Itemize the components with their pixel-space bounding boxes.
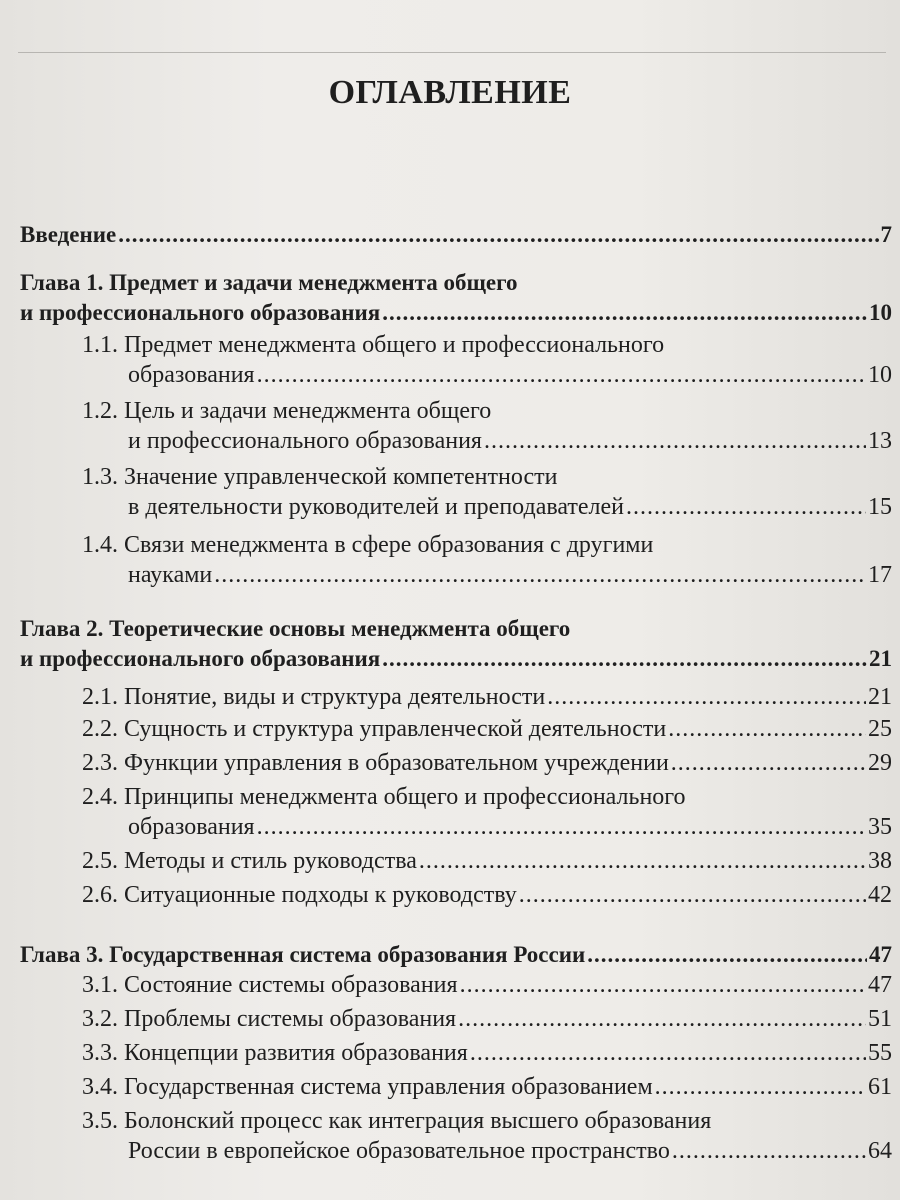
toc-entry-line-last — [20, 298, 892, 328]
toc-entry-title: России в европейское образовательное пространство — [128, 1138, 670, 1164]
toc-entry-s3-2 — [82, 1004, 892, 1034]
toc-entry-title: в деятельности руководителей и преподавателей — [128, 494, 625, 520]
toc-entry-line — [20, 268, 892, 298]
toc-entry-line-last — [82, 1004, 892, 1034]
toc-page-number: 7 — [880, 222, 892, 247]
toc-entry-line-last — [20, 220, 892, 250]
toc-page-number: 21 — [868, 684, 892, 710]
toc-entry-line — [82, 782, 892, 812]
toc-entry-line-last — [82, 812, 892, 842]
toc-entry-line-last — [82, 1136, 892, 1166]
toc-page-number: 47 — [868, 972, 892, 998]
toc-entry-line — [82, 530, 892, 560]
toc-entry-line-last — [82, 748, 892, 778]
toc-entry-title: образования — [128, 814, 255, 840]
toc-page-number: 47 — [869, 942, 892, 967]
toc-entry-ch1 — [20, 268, 892, 328]
dot-leader — [458, 1004, 866, 1034]
toc-page-number: 64 — [868, 1138, 892, 1164]
toc-entry-line-last — [82, 1038, 892, 1068]
toc-entry-line — [20, 614, 892, 644]
toc-entry-line-last — [82, 880, 892, 910]
toc-entry-s3-1 — [82, 970, 892, 1000]
toc-entry-s2-1 — [82, 682, 892, 712]
toc-entry-ch2 — [20, 614, 892, 674]
dot-leader — [626, 492, 866, 522]
toc-entry-line-last — [82, 426, 892, 456]
dot-leader — [419, 846, 866, 876]
dot-leader — [484, 426, 866, 456]
toc-entry-s1-4 — [82, 530, 892, 590]
toc-entry-title: 2.1. Понятие, виды и структура деятельности — [82, 684, 546, 710]
toc-entry-line-last — [82, 360, 892, 390]
toc-entry-line-last — [82, 846, 892, 876]
toc-entry-title: 2.4. Принципы менеджмента общего и профессионального — [82, 784, 686, 810]
dot-leader — [460, 970, 866, 1000]
dot-leader — [382, 298, 867, 328]
toc-page-number: 61 — [868, 1074, 892, 1100]
dot-leader — [547, 682, 866, 712]
dot-leader — [655, 1072, 866, 1102]
toc-page-number: 13 — [868, 428, 892, 454]
toc-entry-s2-4 — [82, 782, 892, 842]
dot-leader — [214, 560, 866, 590]
toc-page-number: 35 — [868, 814, 892, 840]
toc-entry-title: и профессионального образования — [128, 428, 482, 454]
toc-page-number: 10 — [868, 362, 892, 388]
toc-entry-ch3 — [20, 940, 892, 970]
toc-entry-title: образования — [128, 362, 255, 388]
toc-page-number: 25 — [868, 716, 892, 742]
toc-entry-s2-3 — [82, 748, 892, 778]
toc-entry-title: и профессионального образования — [20, 300, 381, 325]
toc-page-number: 17 — [868, 562, 892, 588]
toc-entry-title: 3.3. Концепции развития образования — [82, 1040, 468, 1066]
toc-entry-title: 2.5. Методы и стиль руководства — [82, 848, 417, 874]
toc-entry-title: 1.1. Предмет менеджмента общего и профессионального — [82, 332, 665, 358]
toc-entry-title: 2.2. Сущность и структура управленческой деятельности — [82, 716, 667, 742]
toc-entry-s2-2 — [82, 714, 892, 744]
dot-leader — [257, 812, 866, 842]
toc-page-number: 38 — [868, 848, 892, 874]
toc-entry-title: Глава 2. Теоретические основы менеджмента общего — [20, 616, 571, 641]
toc-entry-s2-5 — [82, 846, 892, 876]
toc-entry-s3-3 — [82, 1038, 892, 1068]
toc-entry-line — [82, 1106, 892, 1136]
toc-page-number: 15 — [868, 494, 892, 520]
dot-leader — [519, 880, 866, 910]
toc-entry-line-last — [82, 1072, 892, 1102]
toc-page-number: 21 — [869, 646, 892, 671]
toc-page-number: 29 — [868, 750, 892, 776]
dot-leader — [118, 220, 878, 250]
toc-entry-line-last — [82, 682, 892, 712]
toc-entry-line-last — [82, 492, 892, 522]
toc-entry-s3-4 — [82, 1072, 892, 1102]
header-rule — [18, 52, 886, 53]
toc-entry-title: 1.4. Связи менеджмента в сфере образования с другими — [82, 532, 654, 558]
toc-entry-title: 3.4. Государственная система управления образованием — [82, 1074, 653, 1100]
dot-leader — [671, 748, 866, 778]
dot-leader — [668, 714, 866, 744]
toc-entry-title: Глава 1. Предмет и задачи менеджмента общего — [20, 270, 518, 295]
toc-entry-title: науками — [128, 562, 213, 588]
toc-entry-line — [82, 462, 892, 492]
toc-entry-s3-5 — [82, 1106, 892, 1166]
dot-leader — [257, 360, 866, 390]
toc-page-number: 42 — [868, 882, 892, 908]
toc-entry-title: и профессионального образования — [20, 646, 381, 671]
toc-entry-s1-3 — [82, 462, 892, 522]
toc-entry-line-last — [20, 940, 892, 970]
toc-entry-title: Глава 3. Государственная система образования России — [20, 942, 586, 967]
toc-entry-intro — [20, 220, 892, 250]
toc-entry-line — [82, 330, 892, 360]
toc-entry-title: 1.3. Значение управленческой компетентности — [82, 464, 558, 490]
toc-entry-title: 1.2. Цель и задачи менеджмента общего — [82, 398, 492, 424]
toc-entry-line-last — [82, 560, 892, 590]
dot-leader — [470, 1038, 866, 1068]
toc-entry-s1-1 — [82, 330, 892, 390]
toc-entry-line — [82, 396, 892, 426]
toc-entry-line-last — [20, 644, 892, 674]
toc-page-number: 55 — [868, 1040, 892, 1066]
toc-entry-title: Введение — [20, 222, 117, 247]
toc-entry-title: 2.3. Функции управления в образовательном учреждении — [82, 750, 669, 776]
dot-leader — [587, 940, 867, 970]
toc-entry-s2-6 — [82, 880, 892, 910]
toc-page-number: 10 — [869, 300, 892, 325]
toc-entry-title: 3.1. Состояние системы образования — [82, 972, 458, 998]
dot-leader — [672, 1136, 866, 1166]
toc-entry-title: 3.2. Проблемы системы образования — [82, 1006, 457, 1032]
toc-entry-title: 2.6. Ситуационные подходы к руководству — [82, 882, 517, 908]
dot-leader — [382, 644, 867, 674]
toc-entry-line-last — [82, 970, 892, 1000]
page-title: ОГЛАВЛЕНИЕ — [328, 74, 572, 111]
toc-page-number: 51 — [868, 1006, 892, 1032]
toc-entry-line-last — [82, 714, 892, 744]
toc-entry-s1-2 — [82, 396, 892, 456]
toc-entry-title: 3.5. Болонский процесс как интеграция высшего образования — [82, 1108, 712, 1134]
